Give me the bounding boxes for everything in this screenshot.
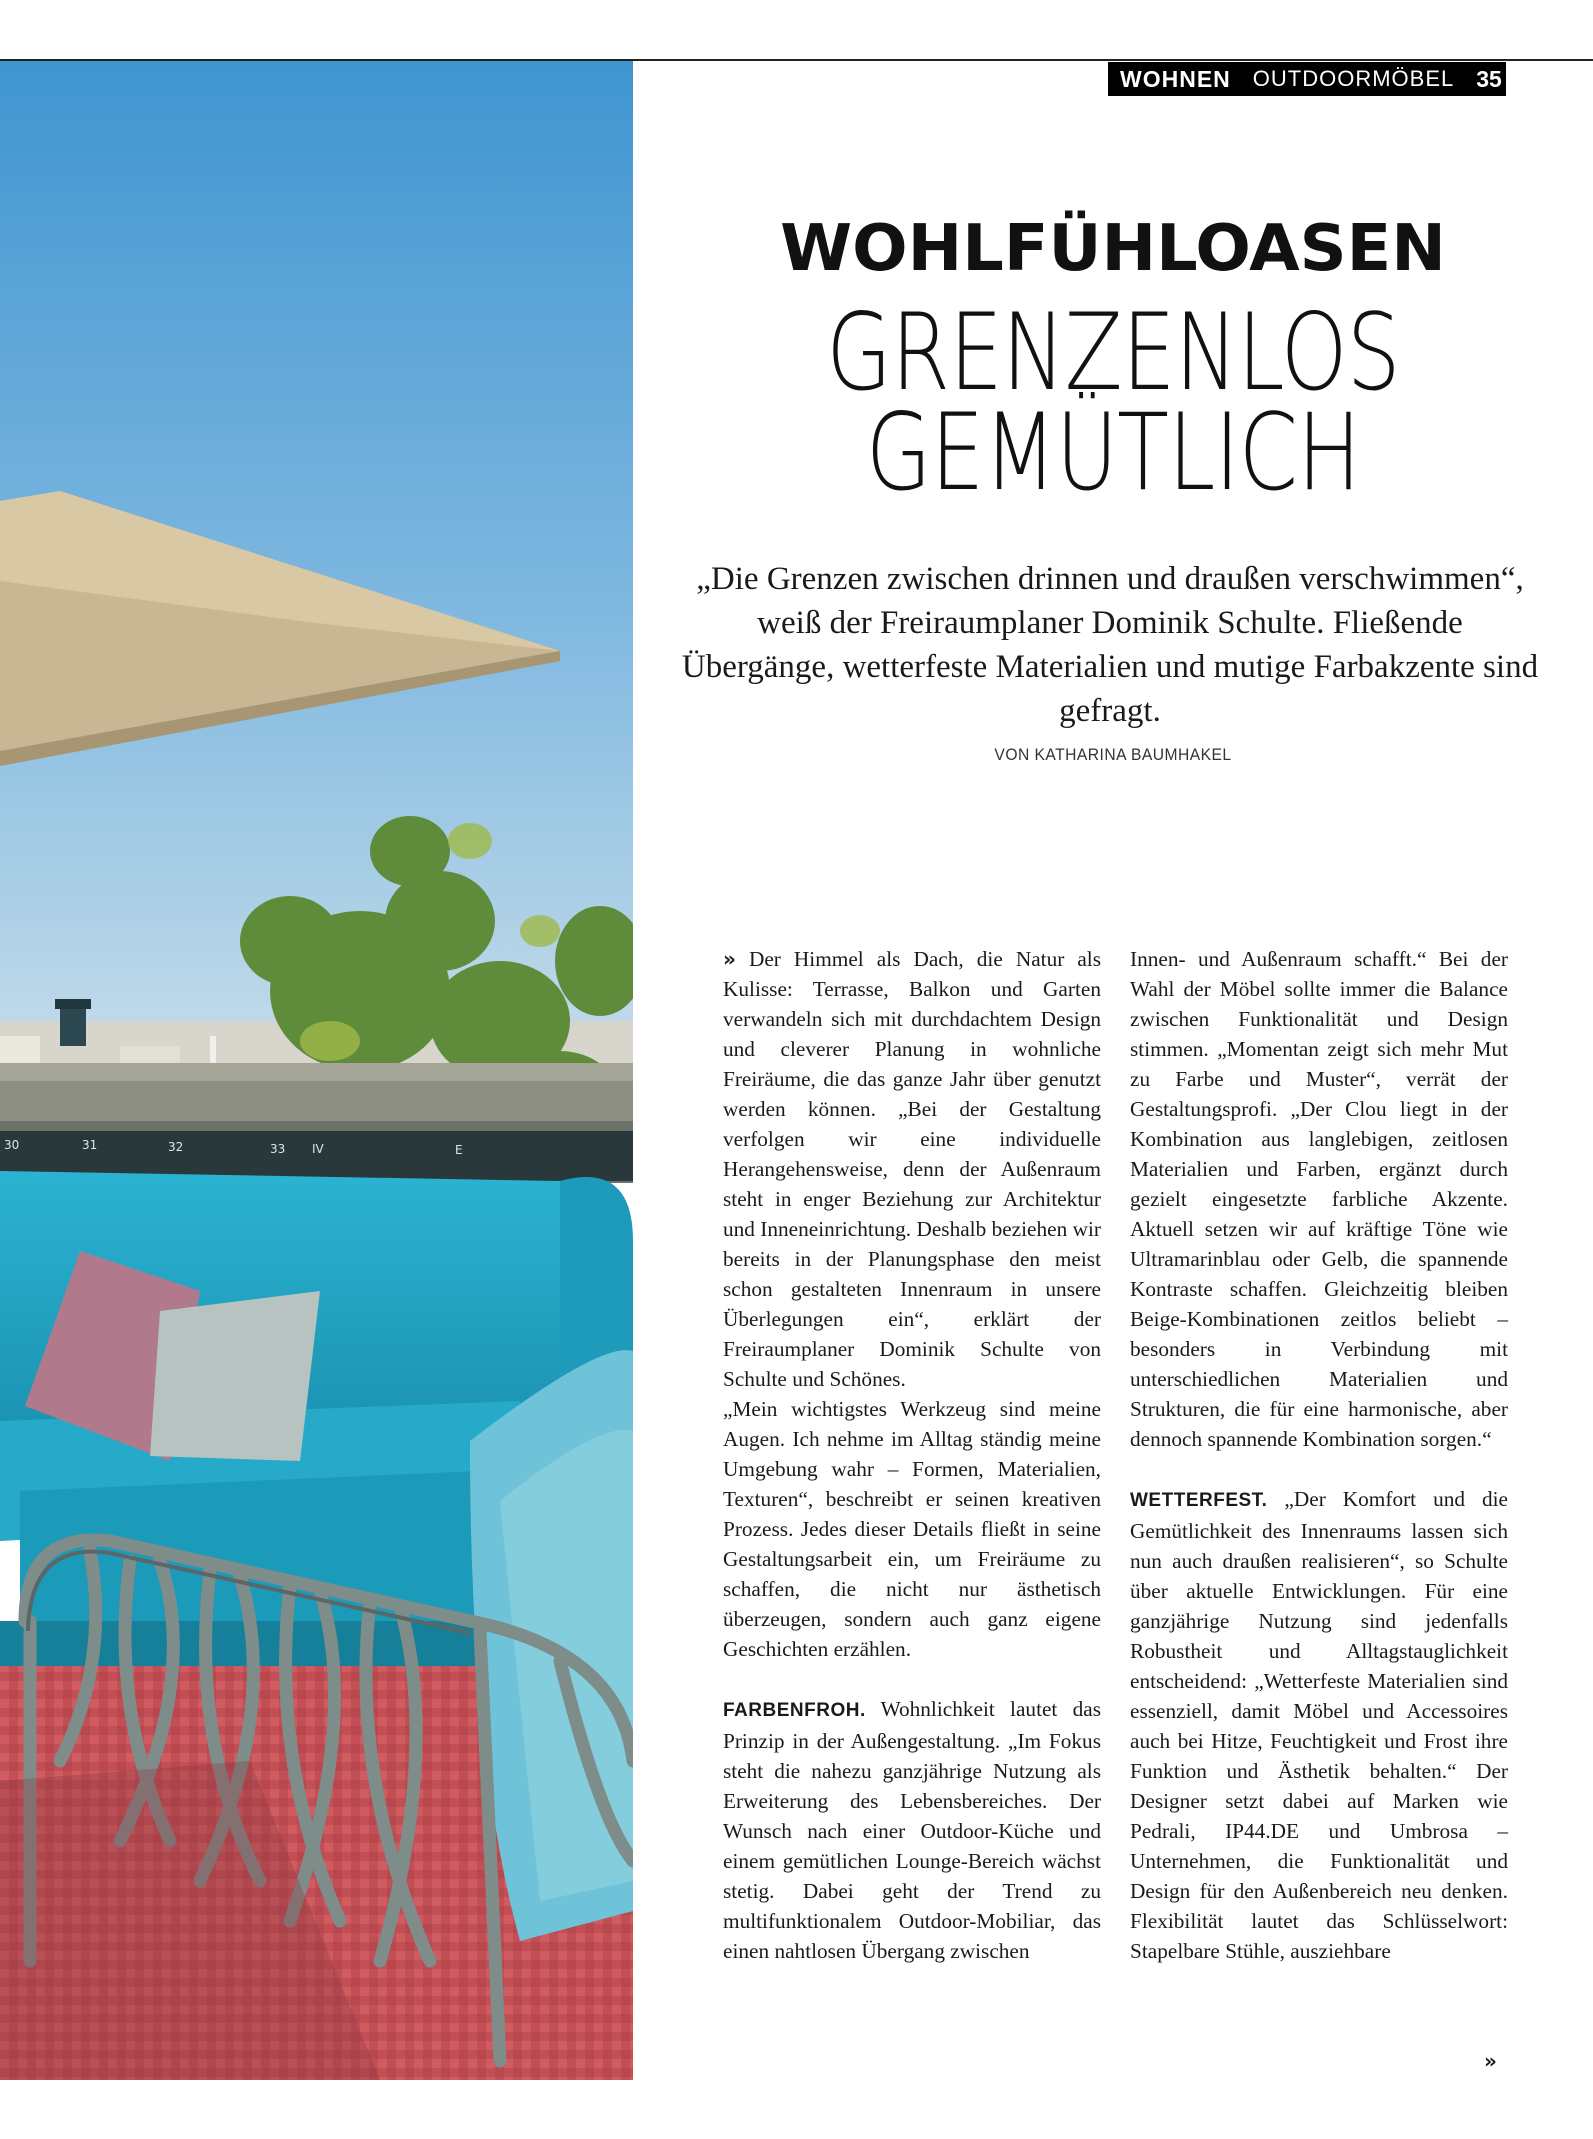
continue-arrow-icon: » xyxy=(1484,2049,1497,2073)
ruler-mark: 32 xyxy=(168,1140,184,1154)
ruler-mark: IV xyxy=(312,1142,324,1156)
ruler-mark: 33 xyxy=(270,1142,286,1156)
byline: VON KATHARINA BAUMHAKEL xyxy=(994,745,1232,764)
headline-line-1: GRENZENLOS xyxy=(826,291,1400,414)
page-number: 35 xyxy=(1476,65,1502,92)
paragraph xyxy=(1130,1484,1508,1966)
text-column-2 xyxy=(1130,944,1508,1966)
subheading: WETTERFEST. xyxy=(1130,1490,1268,1511)
article-lead: „Die Grenzen zwischen drinnen und draußen verschwimmen“, weiß der Freiraumplaner Dominik Schulte. Fließende Übergänge, wetterfeste Materialien und mutige Farbakzente sind gefragt. xyxy=(681,561,1539,729)
ruler-mark: E xyxy=(455,1143,463,1157)
article-photo xyxy=(0,61,633,2080)
ruler-mark: 31 xyxy=(82,1138,98,1152)
paragraph-text: Wohnlichkeit lautet das Prinzip in der Außengestaltung. „Im Fokus steht die nahezu ganzjährige Nutzung als Erweiterung des Lebensbereiches. Der Wunsch nach einer Outdoor-Küche und einem gemütlichen Lounge-Bereich wächst stetig. Dabei geht der Trend zu multifunktionalem Outdoor-Mobiliar, das einen nahtlosen Übergang zwischen xyxy=(723,1697,1101,1963)
ruler-mark: 30 xyxy=(4,1138,20,1152)
subheading: FARBENFROH. xyxy=(723,1700,866,1721)
headline-line-2: GEMÜTLICH xyxy=(865,391,1361,514)
start-arrow-icon: » xyxy=(723,947,736,971)
section-label: WOHNEN xyxy=(1120,65,1231,92)
paragraph xyxy=(723,1694,1101,1966)
paragraph: Innen- und Außenraum schafft.“ Bei der Wahl der Möbel sollte immer die Balance zwischen Funktionalität und Design stimmen. „Momentan zeigt sich mehr Mut zu Farbe und Muster“, verrät der Gestaltungsprofi. „Der Clou liegt in der Kombination aus langlebigen, zeitlosen Materialien und Farben, ergänzt durch gezielt eingesetzte farbliche Akzente. Aktuell setzen wir auf kräftige Töne wie Ultramarinblau oder Gelb, die spannende Kontraste schaffen. Gleichzeitig bleiben Beige-Kombinationen zeitlos beliebt – besonders in Verbindung mit unterschiedlichen Materialien und Strukturen, die für eine harmonische, aber dennoch spannende Kombination sorgen.“ xyxy=(1130,947,1508,1451)
paragraph: „Mein wichtigstes Werkzeug sind meine Augen. Ich nehme im Alltag ständig meine Umgebung wahr – Formen, Materialien, Texturen“, beschreibt er seinen kreativen Prozess. Jedes dieser Details fließt in seine Gestaltungsarbeit ein, um Freiräume zu schaffen, die nicht nur ästhetisch überzeugen, sondern auch ganz eigene Geschichten erzählen. xyxy=(723,1397,1101,1661)
paragraph-text: „Der Komfort und die Gemütlichkeit des Innenraums lassen sich nun auch draußen realisieren“, so Schulte über aktuelle Entwicklungen. Für eine ganzjährige Nutzung sind jedenfalls Robustheit und Alltagstauglichkeit entscheidend: „Wetterfeste Materialien sind essenziell, damit Möbel und Accessoires auch bei Hitze, Feuchtigkeit und Frost ihre Funktion und Ästhetik behalten.“ Der Designer setzt dabei auf Marken wie Pedrali, IP44.DE und Umbrosa – Unternehmen, die Funktionalität und Design für den Außenbereich neu denken. Flexibilität lautet das Schlüsselwort: Stapelbare Stühle, ausziehbare xyxy=(1130,1487,1508,1963)
paragraph xyxy=(723,944,1101,1394)
article-kicker: WOHLFÜHLOASEN xyxy=(780,212,1446,286)
subsection-label: OUTDOORMÖBEL xyxy=(1252,66,1455,91)
text-column-1 xyxy=(723,944,1101,1966)
paragraph-text: Der Himmel als Dach, die Natur als Kulisse: Terrasse, Balkon und Garten verwandeln sich mit durchdachtem Design und cleverer Planung in wohnliche Freiräume, die das ganze Jahr über genutzt werden können. „Bei der Gestaltung verfolgen wir eine individuelle Herangehensweise, denn der Außenraum steht in enger Beziehung zur Architektur und Inneneinrichtung. Deshalb beziehen wir bereits in der Planungsphase den meist schon gestalteten Innenraum in unsere Überlegungen ein“, erklärt der Freiraumplaner Dominik Schulte von Schulte und Schönes. xyxy=(723,947,1102,1391)
section-header-bar xyxy=(1108,62,1506,96)
